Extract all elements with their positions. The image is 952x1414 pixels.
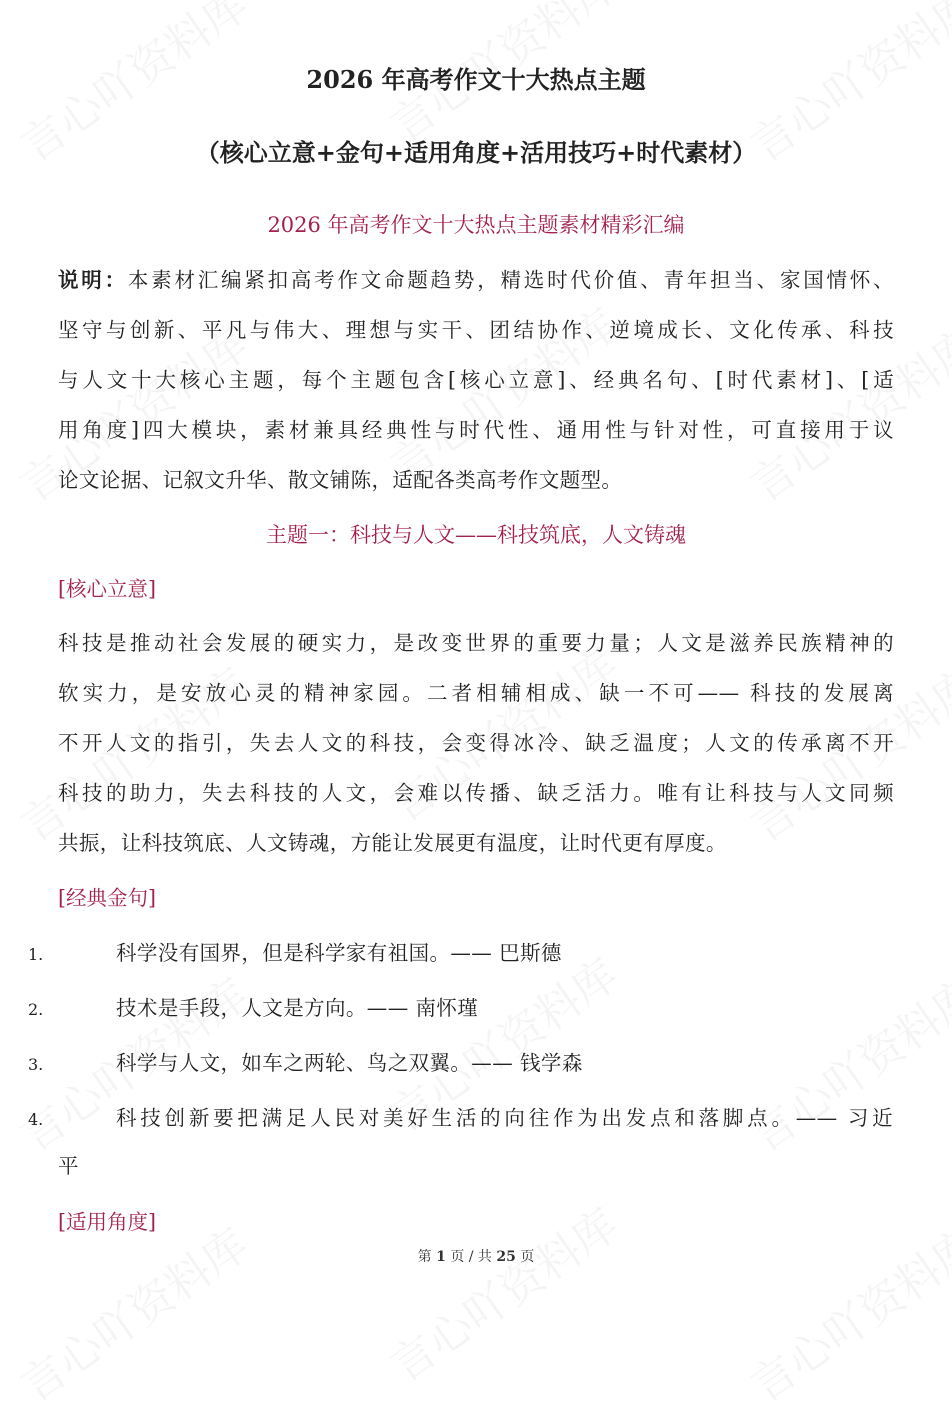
document-title: 2026 年高考作文十大热点主题 <box>306 65 646 94</box>
watermark-text <box>376 1190 629 1394</box>
core-line: 软实力，是安放心灵的精神家园。二者相辅相成、缺一不可—— 科技的发展离 <box>58 681 894 705</box>
intro-line: 论文论据、记叙文升华、散文铺陈，适配各类高考作文题型。 <box>58 468 623 492</box>
core-idea-label: [核心立意] <box>58 577 156 601</box>
quote-text-continued: 平 <box>58 1154 79 1178</box>
watermark-text <box>736 1210 952 1414</box>
quote-number: 2. <box>28 1000 44 1019</box>
quote-text: 科学没有国界，但是科学家有祖国。—— 巴斯德 <box>116 941 562 965</box>
page-footer: 第 1 页 / 共 25 页 <box>417 1249 535 1265</box>
core-line: 共振，让科技筑底、人文铸魂，方能让发展更有温度，让时代更有厚度。 <box>58 831 727 855</box>
intro-line: 用角度]四大模块，素材兼具经典性与时代性、通用性与针对性，可直接用于议 <box>58 418 894 442</box>
intro-label: 说明： <box>58 268 128 292</box>
core-line: 不开人文的指引，失去人文的科技，会变得冰冷、缺乏温度；人文的传承离不开 <box>58 731 894 755</box>
watermark-text <box>736 960 952 1164</box>
angle-label: [适用角度] <box>58 1210 156 1234</box>
quote-number: 4. <box>28 1110 44 1129</box>
section-heading: 2026 年高考作文十大热点主题素材精彩汇编 <box>267 213 685 237</box>
core-line: 科技是推动社会发展的硬实力，是改变世界的重要力量；人文是滋养民族精神的 <box>58 631 894 655</box>
quote-text: 技术是手段，人文是方向。—— 南怀瑾 <box>116 996 479 1020</box>
intro-line: 说明：本素材汇编紧扣高考作文命题趋势，精选时代价值、青年担当、家国情怀、 <box>58 268 895 292</box>
document-subtitle: （核心立意+金句+适用角度+活用技巧+时代素材） <box>195 138 757 167</box>
intro-line: 与人文十大核心主题，每个主题包含[核心立意]、经典名句、[时代素材]、[适 <box>58 368 894 392</box>
quote-number: 1. <box>28 945 44 964</box>
core-line: 科技的助力，失去科技的人文，会难以传播、缺乏活力。唯有让科技与人文同频 <box>58 781 894 805</box>
total-pages: 25 <box>496 1249 516 1265</box>
quote-number: 3. <box>28 1055 44 1074</box>
current-page: 1 <box>436 1249 446 1265</box>
intro-line: 坚守与创新、平凡与伟大、理想与实干、团结协作、逆境成长、文化传承、科技 <box>58 318 894 342</box>
quote-text: 科技创新要把满足人民对美好生活的向往作为出发点和落脚点。—— 习近 <box>116 1106 893 1130</box>
quotes-label: [经典金句] <box>58 886 156 910</box>
theme-title: 主题一：科技与人文——科技筑底，人文铸魂 <box>266 523 686 547</box>
watermark-text <box>6 1210 259 1414</box>
quote-text: 科学与人文，如车之两轮、鸟之双翼。—— 钱学森 <box>116 1051 583 1075</box>
